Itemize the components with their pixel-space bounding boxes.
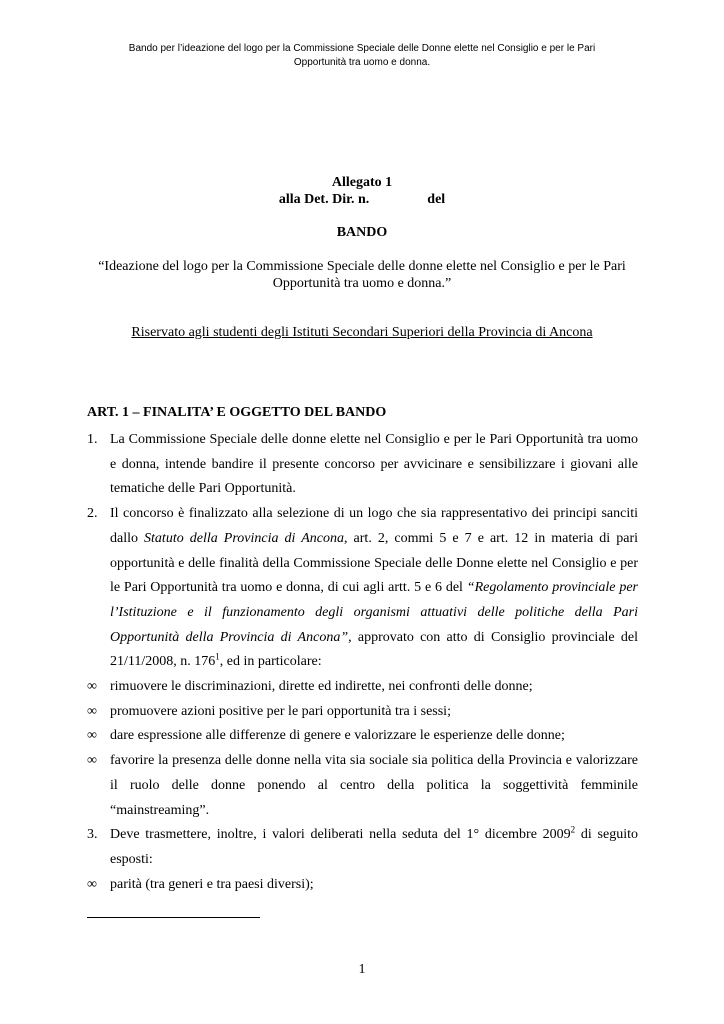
list-item-3-number: 3. [87, 827, 98, 843]
bullet-item [87, 873, 638, 898]
running-header-line-2: Opportunità tra uomo e donna. [293, 57, 431, 68]
list-item-3 [87, 823, 638, 872]
bullet-item [87, 675, 638, 700]
regulation-reference: “Regolamento provinciale per l’Istituzione e il funzionamento degli organismi attuativi delle politiche della Pari Opportunità della Provincia di Ancona” [110, 580, 638, 645]
list-item-2-text-b: , art. 2, commi 5 e 7 e art. 12 in materia di pari opportunità e delle finalità della Commissione Speciale delle Donne elette nel Consiglio e per le Pari Opportunità tra uomo e donna, di cui agli artt. 5 e 6 del [110, 530, 638, 596]
annex-del-label: del [427, 192, 446, 207]
bullet-text: favorire la presenza delle donne nella vita sia sociale sia politica della Provincia e valorizzare il ruolo delle donne ponendo al centro della politica la soggettività femminile “mainstreaming”. [110, 753, 638, 818]
annex-block [0, 174, 724, 208]
running-header [60, 42, 664, 70]
list-item-2-number: 2. [87, 506, 98, 522]
footnote-ref-1[interactable]: 1 [215, 651, 220, 662]
infinity-bullet-icon: ∞ [87, 728, 97, 744]
infinity-bullet-icon: ∞ [87, 679, 97, 695]
footnote-separator [87, 917, 260, 918]
annex-det-label: alla Det. Dir. n. [278, 192, 370, 207]
statute-reference: Statuto della Provincia di Ancona [144, 530, 344, 546]
infinity-bullet-icon: ∞ [87, 703, 97, 719]
article-1-list [87, 428, 638, 897]
reserved-notice: Riservato agli studenti degli Istituti Secondari Superiori della Provincia di Ancona [131, 325, 593, 340]
list-item-1-number: 1. [87, 432, 98, 447]
page-number: 1 [358, 962, 366, 977]
list-item-3-text-b: di seguito esposti: [110, 827, 638, 867]
list-item-2-text-a: Il concorso è finalizzato alla selezione di un logo che sia rappresentativo dei principi sanciti dallo [110, 506, 638, 546]
list-item-1 [87, 428, 638, 502]
bullet-text: rimuovere le discriminazioni, dirette ed indirette, nei confronti delle donne; [110, 679, 533, 695]
list-item-2-text-c: , approvato con atto di Consiglio provinciale del 21/11/2008, n. 176 [110, 629, 638, 670]
bando-subtitle: “Ideazione del logo per la Commissione Speciale delle donne elette nel Consiglio e per le Pari Opportunità tra uomo e donna.” [98, 259, 626, 291]
list-item-2-text-d: , ed in particolare: [219, 654, 322, 670]
article-1-heading: ART. 1 – FINALITA’ E OGGETTO DEL BANDO [87, 405, 387, 420]
bando-heading: BANDO [336, 225, 388, 240]
running-header-line-1: Bando per l’ideazione del logo per la Commissione Speciale delle Donne elette nel Consiglio e per le Pari [128, 43, 596, 54]
bullet-text: promuovere azioni positive per le pari opportunità tra i sessi; [110, 703, 451, 719]
bullet-item [87, 724, 638, 749]
list-item-3-text-a: Deve trasmettere, inoltre, i valori deliberati nella seduta del 1° dicembre 2009 [110, 827, 571, 843]
bullet-item [87, 749, 638, 823]
annex-determination-line [0, 191, 724, 208]
annex-title: Allegato 1 [331, 175, 393, 190]
bullet-text: dare espressione alle differenze di genere e valorizzare le esperienze delle donne; [110, 728, 565, 744]
infinity-bullet-icon: ∞ [87, 876, 97, 892]
infinity-bullet-icon: ∞ [87, 753, 97, 769]
bullet-text: parità (tra generi e tra paesi diversi); [110, 876, 314, 892]
list-item-2 [87, 502, 638, 675]
footnote-ref-2[interactable]: 2 [570, 824, 576, 835]
list-item-1-text: La Commissione Speciale delle donne elette nel Consiglio e per le Pari Opportunità tra uomo e donna, intende bandire il presente concorso per avvicinare e sensibilizzare i giovani alle tematiche delle Pari Opportunità. [110, 432, 638, 497]
bullet-item [87, 700, 638, 725]
